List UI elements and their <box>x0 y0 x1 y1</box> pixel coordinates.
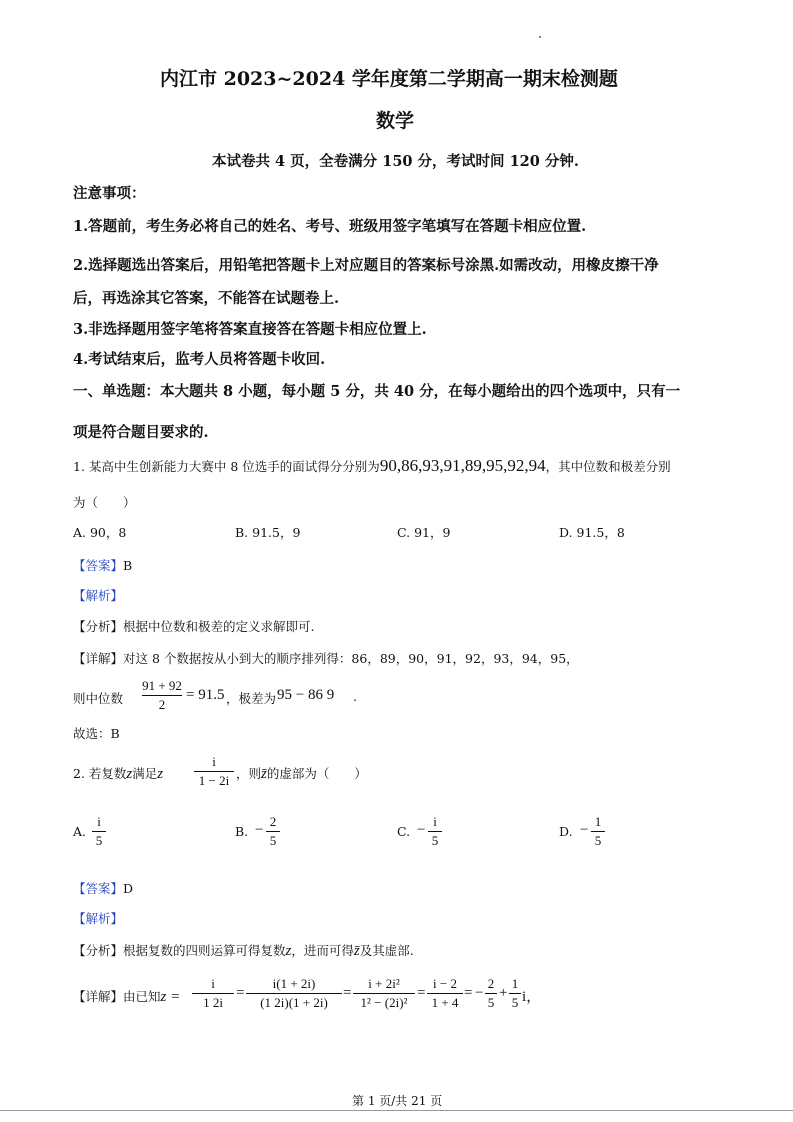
q2-option-d-den: 5 <box>594 833 602 848</box>
q2-option-a-den: 5 <box>95 833 103 848</box>
q2-detail-frac-5 <box>485 976 497 1011</box>
q2-f2-num: i(1 + 2i) <box>272 976 316 991</box>
q2-option-c-fraction <box>428 814 442 849</box>
q1-conclusion: 故选：B <box>73 726 120 741</box>
q2-f3-num: i + 2i² <box>368 976 400 991</box>
q2-eq-2: = <box>343 985 352 1001</box>
page-title: 内江市 2023~2024 学年度第二学期高一期末检测题 <box>160 68 618 90</box>
q2-f6-den: 5 <box>511 995 519 1010</box>
q2-fenxi-z: z <box>285 943 292 959</box>
q1-stem <box>73 456 671 476</box>
q2-option-b-label: B. <box>235 824 249 839</box>
q2-detail-frac-2 <box>246 976 342 1011</box>
q1-range-text: ，极差为 <box>226 691 277 706</box>
q2-option-b-den: 5 <box>269 833 277 848</box>
section-heading: 一、单选题：本大题共 8 小题，每小题 5 分，共 40 分，在每小题给出的四个选项中，只有一 <box>73 383 681 400</box>
q2-var-z2: z <box>157 766 164 782</box>
q2-option-b-num: 2 <box>269 814 277 829</box>
q2-f3-den: 1² − (2i)² <box>360 995 408 1010</box>
q2-detail-frac-4 <box>427 976 463 1011</box>
fraction-bar <box>509 993 521 994</box>
q2-detail-frac-3 <box>353 976 415 1011</box>
q2-option-d-fraction <box>591 814 605 849</box>
subject-title: 数学 <box>376 110 415 132</box>
q1-fenxi-tag: 【分析】 <box>73 619 124 634</box>
q2-eq-4: = <box>464 985 473 1001</box>
q2-option-c-den: 5 <box>431 833 439 848</box>
q1-median-fraction <box>142 678 182 713</box>
q2-fenxi-tag: 【分析】 <box>73 943 124 958</box>
fraction-bar <box>428 831 442 832</box>
q2-detail-tail: i， <box>522 989 542 1005</box>
q1-median-prefix: 则中位数 <box>73 691 124 706</box>
notice-heading: 注意事项： <box>73 185 146 202</box>
q2-fenxi <box>73 941 414 960</box>
q2-frac-num: i <box>212 754 216 769</box>
q2-detail-a: 由已知 <box>123 989 161 1004</box>
q2-stem-a: 2. 若复数 <box>73 766 127 781</box>
q2-detail-tag: 【详解】 <box>73 989 124 1004</box>
q1-stem-cont: 为（ ） <box>73 495 136 510</box>
fraction-bar <box>246 993 342 994</box>
q2-option-d-sign: − <box>580 822 589 838</box>
q1-median-result: = 91.5 <box>186 687 225 703</box>
q2-var-z: z <box>126 766 133 782</box>
q1-range-end: . <box>353 689 357 704</box>
q2-option-b-fraction <box>266 814 280 849</box>
q2-option-b-sign: − <box>255 822 264 838</box>
q2-f6-num: 1 <box>511 976 519 991</box>
q1-option-c: C. 91，9 <box>397 525 451 540</box>
q2-analysis-tag: 【解析】 <box>73 911 124 926</box>
q2-fenxi-c: 及其虚部. <box>359 943 414 958</box>
q1-range-expr: 95 − 86 9 <box>277 687 335 703</box>
q1-fenxi <box>73 617 315 635</box>
q2-f5-num: 2 <box>487 976 495 991</box>
q2-answer-value: D <box>123 881 134 896</box>
q1-answer-value: B <box>123 558 133 573</box>
q2-answer <box>73 879 133 897</box>
q2-stem <box>73 764 163 783</box>
q2-stem-d: 的虚部为（ ） <box>266 766 367 781</box>
q2-plus-sign: + <box>499 985 508 1001</box>
q1-analysis-tag: 【解析】 <box>73 588 124 603</box>
fraction-bar <box>194 771 234 772</box>
q2-f4-den: 1 + 4 <box>431 995 459 1010</box>
page-footer: 第 1 页/共 21 页 <box>352 1094 443 1108</box>
q2-frac-den: 1 − 2i <box>198 773 230 788</box>
exam-info: 本试卷共 4 页，全卷满分 150 分，考试时间 120 分钟. <box>212 153 579 170</box>
q2-option-d-label: D. <box>559 824 573 839</box>
fraction-bar <box>591 831 605 832</box>
q2-stem-fraction <box>194 754 234 789</box>
fraction-bar <box>427 993 463 994</box>
q2-answer-tag: 【答案】 <box>73 881 124 896</box>
section-heading-cont: 项是符合题目要求的. <box>73 424 209 441</box>
q1-option-a: A. 90，8 <box>73 525 127 540</box>
q1-detail-tag: 【详解】 <box>73 651 124 666</box>
fraction-bar <box>192 993 234 994</box>
q1-detail-text: 对这 8 个数据按从小到大的顺序排列得：86，89，90，91，92，93，94，95， <box>123 651 579 666</box>
q2-var-zbar: z̄ <box>261 766 267 782</box>
q1-stem-a: 1. 某高中生创新能力大赛中 8 位选手的面试得分分别为 <box>73 459 380 474</box>
q2-fenxi-a: 根据复数的四则运算可得复数 <box>123 943 286 958</box>
q2-option-c-label: C. <box>397 824 411 839</box>
q2-fenxi-zbar: z̄ <box>353 943 360 959</box>
q1-option-b: B. 91.5，9 <box>235 525 301 540</box>
q2-detail-head <box>73 987 180 1006</box>
q1-median-num: 91 + 92 <box>142 678 182 693</box>
notice-item-4: 4.考试结束后，监考人员将答题卡收回. <box>73 351 326 368</box>
fraction-bar <box>92 831 106 832</box>
q2-stem-tail <box>236 764 367 783</box>
q1-scores: 90,86,93,91,89,95,92,94 <box>379 456 546 475</box>
fraction-bar <box>142 695 182 696</box>
q1-answer-tag: 【答案】 <box>73 558 124 573</box>
notice-item-3: 3.非选择题用签字笔将答案直接答在答题卡相应位置上. <box>73 321 427 338</box>
fraction-bar <box>485 993 497 994</box>
q1-option-d: D. 91.5，8 <box>559 525 625 540</box>
q2-detail-frac-1 <box>192 976 234 1011</box>
q1-median-den: 2 <box>158 697 166 712</box>
scan-dot <box>539 36 541 38</box>
q2-f4-num: i − 2 <box>433 976 457 991</box>
q2-stem-b: 满足 <box>132 766 158 781</box>
q2-eq-1: = <box>236 985 245 1001</box>
notice-item-1: 1.答题前，考生务必将自己的姓名、考号、班级用签字笔填写在答题卡相应位置. <box>73 218 587 235</box>
notice-item-2-cont: 后，再选涂其它答案，不能答在试题卷上. <box>73 290 340 307</box>
q2-f1-num: i <box>211 976 215 991</box>
q1-detail <box>73 649 579 667</box>
q2-option-c-num: i <box>433 814 437 829</box>
fraction-bar <box>266 831 280 832</box>
q2-eq-3: = <box>417 985 426 1001</box>
q2-f1-den: 1 2i <box>203 995 223 1010</box>
q1-fenxi-text: 根据中位数和极差的定义求解即可. <box>123 619 315 634</box>
fraction-bar <box>353 993 415 994</box>
q2-option-d-num: 1 <box>594 814 602 829</box>
q2-neg-sign: − <box>475 985 484 1001</box>
q1-stem-b: ，其中位数和极差分别 <box>545 459 671 474</box>
q2-detail-frac-6 <box>509 976 521 1011</box>
q2-option-a-label: A. <box>73 824 87 839</box>
notice-item-2: 2.选择题选出答案后，用铅笔把答题卡上对应题目的答案标号涂黑.如需改动，用橡皮擦干净 <box>73 257 659 274</box>
q2-detail-z: z = <box>160 989 181 1005</box>
q1-answer <box>73 556 132 574</box>
q2-f2-den: (1 2i)(1 + 2i) <box>260 995 328 1010</box>
bottom-rule <box>0 1110 793 1111</box>
q2-option-a-fraction <box>92 814 106 849</box>
q2-option-a-num: i <box>97 814 101 829</box>
q2-option-c-sign: − <box>417 822 426 838</box>
q2-f5-den: 5 <box>487 995 495 1010</box>
q2-fenxi-b: ，进而可得 <box>291 943 354 958</box>
q2-stem-c: ，则 <box>236 766 262 781</box>
